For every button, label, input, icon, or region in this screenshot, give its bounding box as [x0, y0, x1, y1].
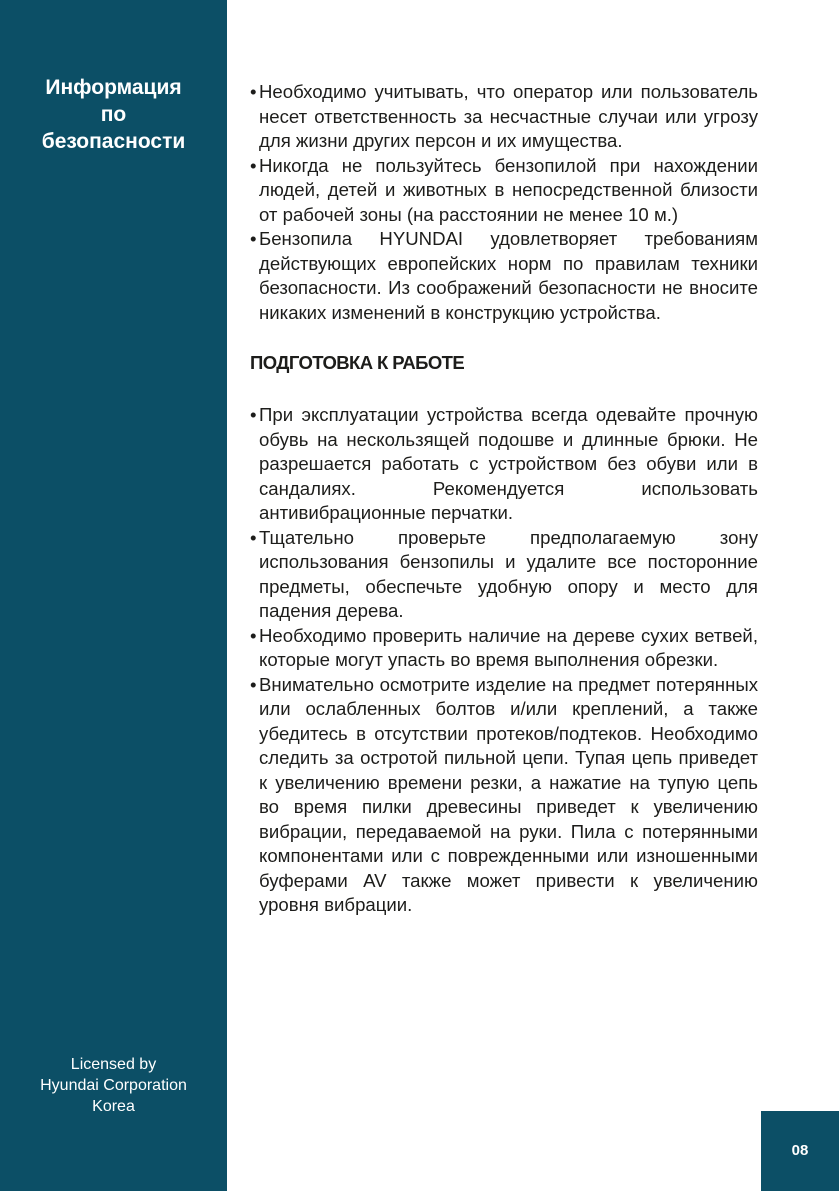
sidebar — [0, 0, 227, 1191]
list-item: • Необходимо проверить наличие на дереве сухих ветвей, которые могут упасть во время выполнения обрезки. — [250, 624, 758, 673]
license-line: Hyundai Corporation — [40, 1077, 187, 1094]
license-line: Licensed by — [70, 1056, 157, 1073]
page-number: 08 — [761, 1111, 839, 1191]
list-item: • Никогда не пользуйтесь бензопилой при нахождении людей, детей и животных в непосредственной близости от рабочей зоны (на расстоянии не менее 10 м.) — [250, 154, 758, 228]
list-item: • При эксплуатации устройства всегда одевайте прочную обувь на нескользящей подошве и длинные брюки. Не разрешается работать с устройством без обуви или в сандалиях. Рекомендуется использовать антивибрационные перчатки. — [250, 403, 758, 526]
section-title-line: безопасности — [41, 130, 186, 153]
license-note — [0, 1054, 227, 1117]
license-line: Korea — [92, 1098, 135, 1115]
preparation-list — [250, 403, 758, 918]
section-title — [0, 74, 227, 155]
list-item: • Тщательно проверьте предполагаемую зону использования бензопилы и удалите все посторонние предметы, обеспечьте удобную опору и место для падения дерева. — [250, 526, 758, 624]
section-title-line: по — [100, 103, 127, 126]
main-content — [250, 80, 758, 918]
safety-list — [250, 80, 758, 325]
preparation-heading: ПОДГОТОВКА К РАБОТЕ — [250, 352, 465, 373]
section-title-line: Информация — [45, 76, 182, 99]
list-item: • Необходимо учитывать, что оператор или пользователь несет ответственность за несчастные случаи или угрозу для жизни других персон и их имущества. — [250, 80, 758, 154]
list-item: • Внимательно осмотрите изделие на предмет потерянных или ослабленных болтов и/или креплений, а также убедитесь в отсутствии протеков/подтеков. Необходимо следить за остротой пильной цепи. Тупая цепь приведет к увеличению времени резки, а нажатие на тупую цепь во время пилки древесины приведет к увеличению вибрации, передаваемой на руки. Пила с потерянными компонентами или с поврежденными или изношенными буферами AV также может привести к увеличению уровня вибрации. — [250, 673, 758, 918]
list-item: • Бензопила HYUNDAI удовлетворяет требованиям действующих европейских норм по правилам техники безопасности. Из соображений безопасности не вносите никаких изменений в конструкцию устройства. — [250, 227, 758, 325]
